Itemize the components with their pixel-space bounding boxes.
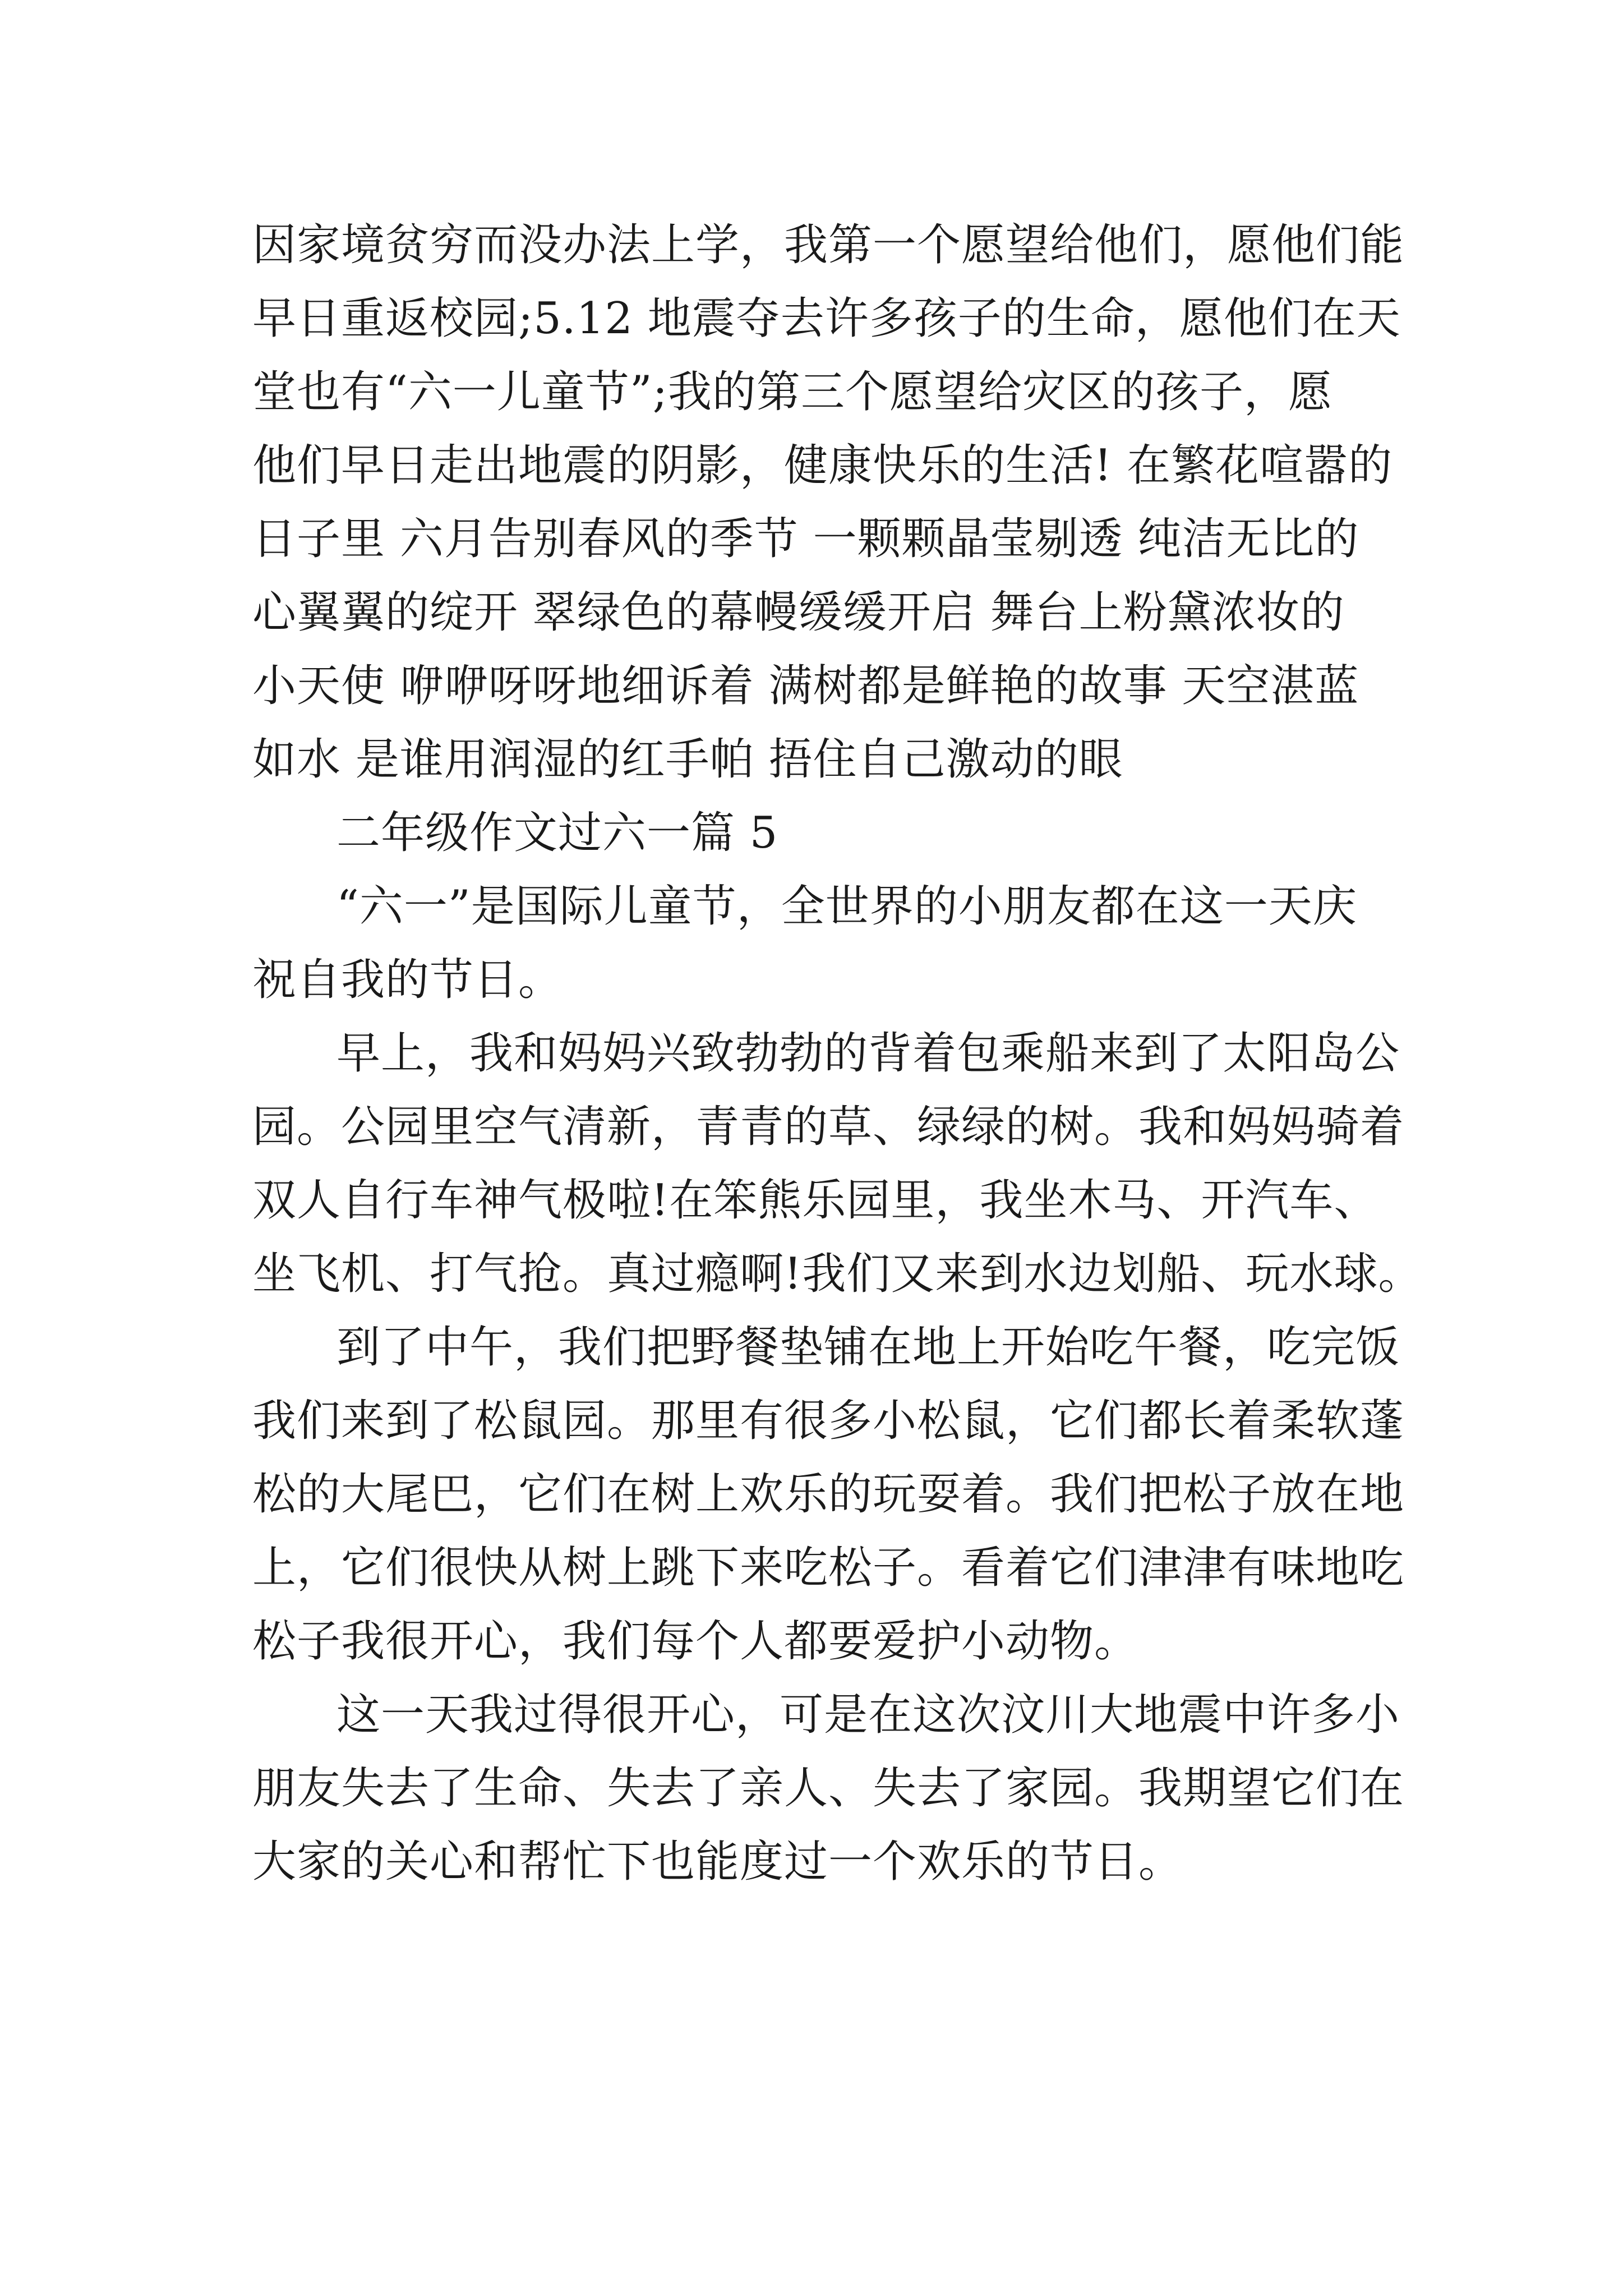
- text-line: “六一”是国际儿童节，全世界的小朋友都在这一天庆: [336, 881, 1357, 932]
- text-line: 大家的关心和帮忙下也能度过一个欢乐的节日。: [252, 1837, 1183, 1887]
- text-line: 如水 是谁用润湿的红手帕 捂住自己激动的眼: [252, 734, 1123, 785]
- text-line: 祝自我的节日。: [252, 955, 563, 1005]
- text-line: 小天使 咿咿呀呀地细诉着 满树都是鲜艳的故事 天空湛蓝: [252, 661, 1359, 711]
- text-line: 朋友失去了生命、失去了亲人、失去了家园。我期望它们在: [252, 1763, 1405, 1814]
- text-line: 早日重返校园;5.12 地震夺去许多孩子的生命，愿他们在天: [252, 293, 1401, 344]
- document-body: [252, 209, 1423, 1899]
- text-line: 坐飞机、打气抢。真过瘾啊!我们又来到水边划船、玩水球。: [252, 1249, 1423, 1299]
- text-line: 堂也有“六一儿童节”;我的第三个愿望给灾区的孩子，愿: [252, 367, 1333, 417]
- text-line: 松的大尾巴，它们在树上欢乐的玩耍着。我们把松子放在地: [252, 1469, 1405, 1520]
- text-line: 上，它们很快从树上跳下来吃松子。看着它们津津有味地吃: [252, 1543, 1405, 1593]
- text-line: 我们来到了松鼠园。那里有很多小松鼠，它们都长着柔软蓬: [252, 1396, 1405, 1446]
- text-line: 松子我很开心，我们每个人都要爱护小动物。: [252, 1616, 1139, 1667]
- text-line: 园。公园里空气清新，青青的草、绿绿的树。我和妈妈骑着: [252, 1102, 1405, 1152]
- text-line: 他们早日走出地震的阴影，健康快乐的生活! 在繁花喧嚣的: [252, 440, 1393, 491]
- text-line: 到了中午，我们把野餐垫铺在地上开始吃午餐，吃完饭: [336, 1322, 1400, 1373]
- text-line: 心翼翼的绽开 翠绿色的幕幔缓缓开启 舞台上粉黛浓妆的: [252, 587, 1345, 638]
- text-line: 早上，我和妈妈兴致勃勃的背着包乘船来到了太阳岛公: [336, 1028, 1400, 1079]
- text-line: 日子里 六月告别春风的季节 一颗颗晶莹剔透 纯洁无比的: [252, 514, 1359, 564]
- section-heading: 二年级作文过六一篇 5: [336, 808, 778, 858]
- text-line: 因家境贫穷而没办法上学，我第一个愿望给他们，愿他们能: [252, 220, 1405, 270]
- text-line: 这一天我过得很开心，可是在这次汶川大地震中许多小: [336, 1690, 1400, 1740]
- text-line: 双人自行车神气极啦!在笨熊乐园里，我坐木马、开汽车、: [252, 1175, 1378, 1226]
